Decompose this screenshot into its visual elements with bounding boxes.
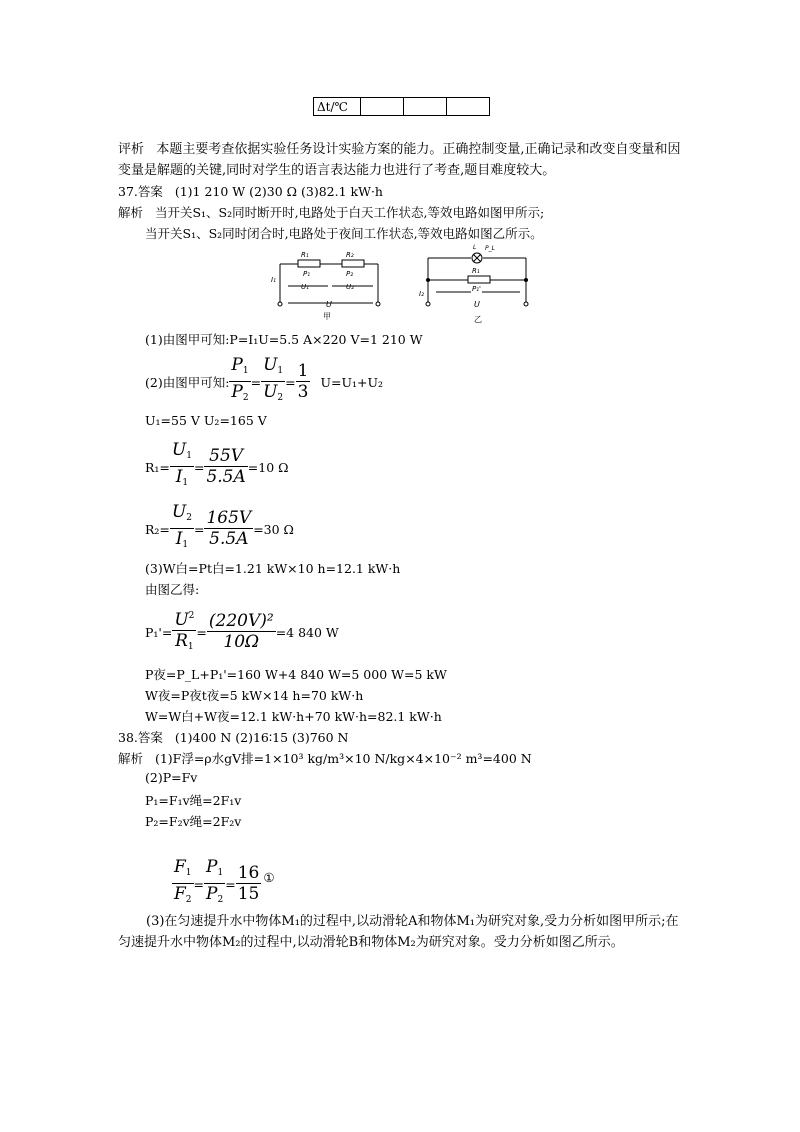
- q38-answer-label: 38.答案: [118, 730, 163, 745]
- fraction-p1-p2-38: $\frac{P_1}{P_2}$: [206, 857, 224, 905]
- q38-solution-line1: [118, 749, 532, 767]
- p1-prefix: P₁'=: [145, 624, 173, 640]
- q37-l8: W=W白+W夜=12.1 kW·h+70 kW·h=82.1 kW·h: [145, 709, 442, 724]
- q38-l5: (3)在匀速提升水中物体M₁的过程中,以动滑轮A和物体M₁为研究对象,受力分析如图甲所示;在匀速提升水中物体M₂的过程中,以动滑轮B和物体M₂为研究对象。受力分析如图乙所示。: [118, 914, 679, 950]
- q38-answer-values: (1)400 N (2)16∶15 (3)760 N: [174, 730, 349, 745]
- label-i1: I₁: [271, 276, 276, 284]
- r1-result: =10 Ω: [247, 459, 289, 475]
- q37-l3: U₁=55 V U₂=165 V: [145, 413, 267, 428]
- analysis-paragraph: [118, 139, 688, 181]
- label-l: L: [473, 244, 477, 251]
- resistor-r1-yi: [468, 276, 490, 283]
- q37-solution-line1: [118, 203, 544, 221]
- p1-result: =4 840 W: [275, 624, 339, 640]
- q38-l4: P₂=F₂v绳=2F₂v: [145, 814, 242, 829]
- equation-marker: ①: [263, 869, 275, 885]
- q38-ratio-formula: $\frac{F_1}{F_2}$ = $\frac{P_1}{P_2}$ = $\frac{16}{15}$ ①: [172, 858, 275, 910]
- fraction-u1-u2: $\frac{U_1}{U_2}$: [263, 355, 284, 403]
- fraction-16-15: $\frac{16}{15}$: [237, 863, 260, 904]
- table-cell: [447, 98, 490, 116]
- fraction-165v-5.5a: $\frac{165V}{5.5A}$: [206, 508, 252, 549]
- analysis-label: 评析: [118, 142, 145, 157]
- r2-result: =30 Ω: [253, 521, 294, 537]
- q37-answer: [118, 182, 383, 200]
- q38-l3: P₁=F₁v绳=2F₁v: [145, 793, 242, 808]
- resistor-r1: [298, 260, 320, 267]
- fraction-u1-i1: $\frac{U_1}{I_1}$: [171, 440, 192, 488]
- q38-l1: (1)F浮=ρ水gV排=1×10³ kg/m³×10 N/kg×4×10⁻² m³=400 N: [154, 751, 532, 766]
- label-p1: P₁: [303, 270, 311, 278]
- label-r2: R₂: [346, 251, 354, 259]
- analysis-text: 本题主要考查依据实验任务设计实验方案的能力。正确控制变量,正确记录和改变自变量和因变量是解题的关键,同时对学生的语言表达能力也进行了考查,题目难度较大。: [118, 142, 681, 178]
- q38-answer: [118, 728, 348, 746]
- q37-l7: W夜=P夜t夜=5 kW×14 h=70 kW·h: [145, 688, 364, 703]
- q38-l2: (2)P=Fv: [145, 770, 198, 785]
- q37-l4: (3)W白=Pt白=1.21 kW×10 h=12.1 kW·h: [145, 561, 401, 576]
- q37-r2-formula: R₂= $\frac{U_2}{I_1}$ = $\frac{165V}{5.5A}$ =30 Ω: [145, 503, 294, 555]
- data-table: [313, 97, 490, 116]
- q37-l2-suffix: U=U₁+U₂: [320, 374, 384, 390]
- fraction-1-3: $\frac{1}{3}$: [297, 361, 309, 402]
- fraction-f1-f2: $\frac{F_1}{F_2}$: [174, 857, 192, 905]
- q37-s1: 当开关S₁、S₂同时断开时,电路处于白天工作状态,等效电路如图甲所示;: [154, 205, 545, 220]
- q37-l1: (1)由图甲可知:P=I₁U=5.5 A×220 V=1 210 W: [145, 332, 423, 347]
- label-u2: U₂: [346, 283, 354, 291]
- table-cell: [361, 98, 404, 116]
- r1-prefix: R₁=: [145, 459, 170, 475]
- label-r1: R₁: [301, 251, 309, 259]
- circuit-diagram-yi: [416, 240, 534, 326]
- q38-solution-label: 解析: [118, 751, 144, 766]
- fraction-u2-i1: $\frac{U_2}{I_1}$: [171, 502, 192, 550]
- label-u-yi: U: [474, 300, 480, 309]
- fraction-u2-r1: $\frac{U^2}{R_1}$: [172, 607, 196, 657]
- q37-answer-label: 37.答案: [118, 184, 163, 199]
- label-p2: P₂: [346, 270, 354, 278]
- label-r1-yi: R₁: [472, 267, 480, 275]
- circuit-diagram-jia: [268, 244, 386, 322]
- resistor-r2: [342, 260, 364, 267]
- q37-l6: P夜=P_L+P₁'=160 W+4 840 W=5 000 W=5 kW: [145, 667, 447, 682]
- fraction-220v-10ohm: $\frac{\text{(220V)²}}{10\Omega}$: [208, 611, 274, 652]
- label-p1-prime: P₁': [472, 285, 481, 293]
- label-i2: I₂: [419, 290, 424, 298]
- q37-answer-values: (1)1 210 W (2)30 Ω (3)82.1 kW·h: [174, 184, 383, 199]
- q37-l5: 由图乙得:: [145, 582, 200, 597]
- label-pl: P_L: [485, 245, 495, 252]
- q37-p1-formula: P₁'= $\frac{U^2}{R_1}$ = $\frac{\text{(220V)²}}{10\Omega}$ =4 840 W: [145, 607, 339, 657]
- label-u1: U₁: [301, 283, 309, 291]
- label-u: U: [326, 300, 332, 309]
- table-header-delta-t: Δt/℃: [314, 98, 361, 116]
- caption-jia: 甲: [323, 312, 331, 321]
- q37-r1-formula: R₁= $\frac{U_1}{I_1}$ = $\frac{55V}{5.5A}$ =10 Ω: [145, 441, 288, 493]
- q37-solution-line2: 当开关S₁、S₂同时闭合时,电路处于夜间工作状态,等效电路如图乙所示。: [145, 226, 543, 241]
- r2-prefix: R₂=: [145, 521, 170, 537]
- caption-yi: 乙: [474, 315, 482, 324]
- table-cell: [404, 98, 447, 116]
- fraction-p1-p2: $\frac{P_1}{P_2}$: [231, 355, 249, 403]
- q37-solution-label: 解析: [118, 205, 144, 220]
- q37-l2: (2)由图甲可知: $\frac{P_1}{P_2}$ = $\frac{U_1}{U_2}$ = $\frac{1}{3}$ U=U₁+U₂: [145, 356, 383, 408]
- q37-l2-prefix: (2)由图甲可知:: [145, 375, 230, 390]
- fraction-55v-5.5a: $\frac{55V}{5.5A}$: [206, 446, 246, 487]
